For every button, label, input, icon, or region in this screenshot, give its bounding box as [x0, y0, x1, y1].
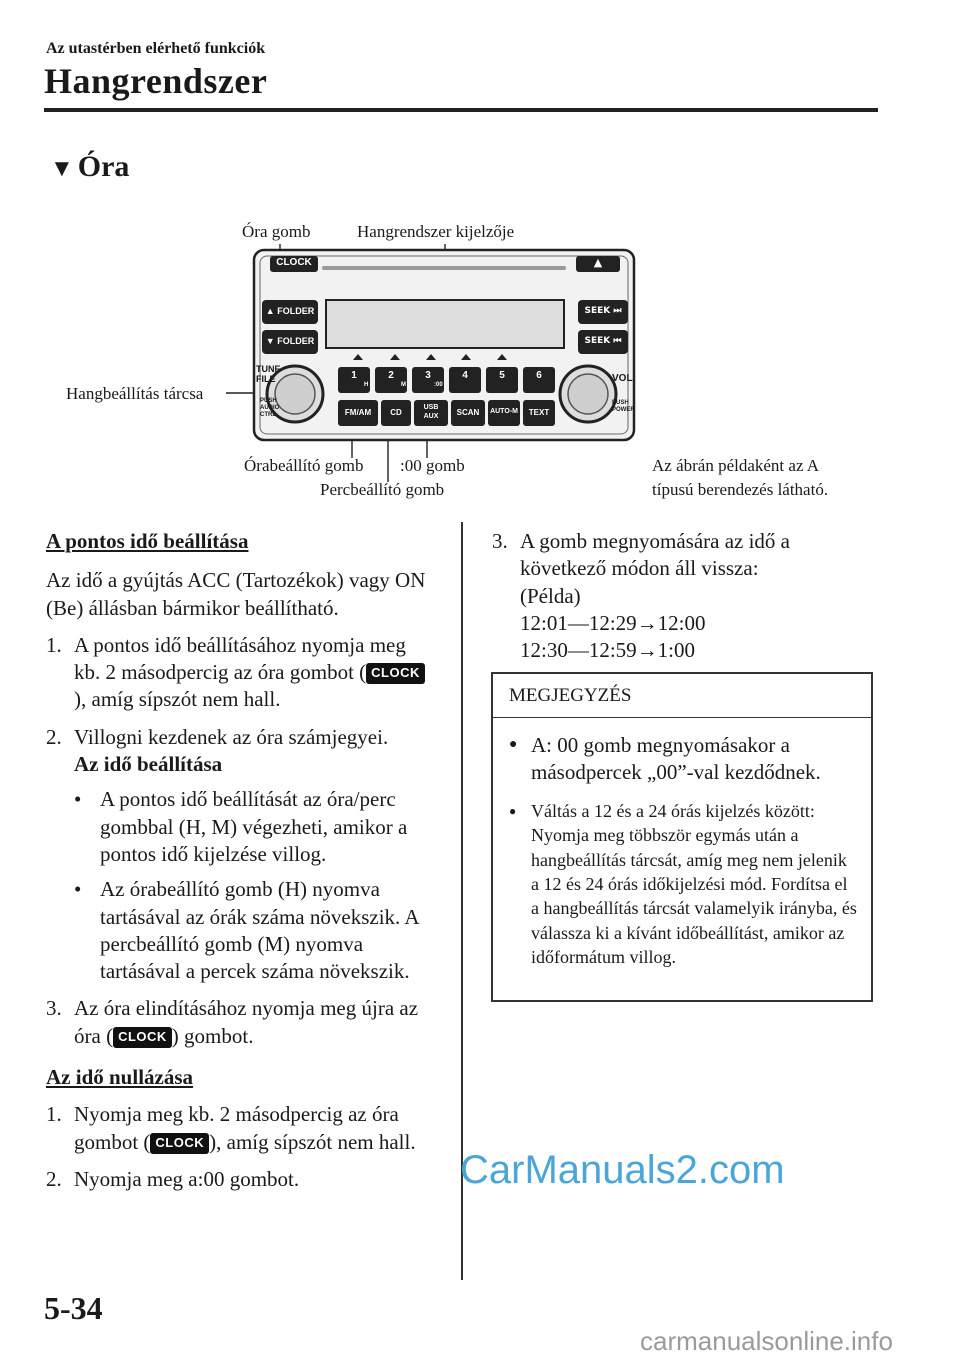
step-text-part: A pontos idő beállításához nyomja meg kb. 2 másodpercig az óra gombot ( — [74, 632, 406, 685]
step-number: 1. — [46, 1102, 62, 1127]
step-text-part: A gomb megnyomására az idő a következő módon áll vissza: — [520, 529, 791, 581]
callout-clock-button: Óra gomb — [242, 222, 311, 241]
heading-set-time: A pontos idő beállítása — [46, 529, 249, 553]
bullet-icon: • — [74, 787, 82, 812]
section-title: Óra — [77, 150, 130, 183]
note-item — [493, 799, 871, 970]
note-text: A: 00 gomb megnyomásakor a másodpercek „00”-val kezdődnek. — [531, 733, 821, 785]
step-text-part: ) gombot. — [171, 1023, 254, 1048]
step-number: 3. — [492, 529, 508, 553]
watermark: CarManuals2.com — [460, 1148, 785, 1192]
clock-button: CLOCK — [276, 257, 312, 268]
step-number: 2. — [46, 724, 62, 749]
bullet-item — [46, 786, 436, 868]
preset-2-button: 2 — [388, 370, 394, 381]
reset-step-2 — [46, 1166, 436, 1193]
callout-zero-button: :00 gomb — [400, 456, 465, 475]
push-power-label: PUSH POWER — [612, 400, 635, 413]
subheading-set-time: Az idő beállítása — [74, 752, 223, 777]
left-column — [46, 528, 436, 1193]
tune-file-label: TUNE FILE — [256, 364, 281, 384]
preset-hour-mark: H — [364, 382, 369, 388]
step-text — [74, 1101, 436, 1156]
step-text — [74, 995, 436, 1050]
clock-key-icon: CLOCK — [366, 663, 425, 684]
section-kicker: Az utastérben elérhető funkciók — [46, 40, 266, 57]
bullet-item — [46, 876, 436, 985]
preset-6-button: 6 — [536, 370, 542, 381]
push-audio-label: PUSH AUDIO CTRL — [260, 398, 280, 418]
example-line-1: 12:01—12:29→12:00 — [520, 610, 706, 635]
heading-reset-time: Az idő nullázása — [46, 1065, 194, 1090]
step-number: 1. — [46, 632, 62, 657]
step-text-part: ), amíg sípszót nem hall. — [74, 687, 281, 712]
note-text: Váltás a 12 és a 24 órás kijelzés között: Nyomja meg többször egymás után a hangbeállítás tárcsát, amíg meg nem jelenik a 12 és 24 órás időkijelzési mód. Fordítsa el a hangbeállítás tárcsát valamelyik irányba, és válassza ki a kívánt időbeállítást, amikor az időformátum villog. — [531, 800, 857, 968]
page-number: 5-34 — [44, 1290, 103, 1326]
step-text-part: Az óra elindításához nyomja meg újra az óra ( — [74, 996, 419, 1048]
auto-m-button: AUTO-M — [490, 408, 518, 415]
example-label: (Példa) — [520, 583, 581, 608]
callout-display: Hangrendszer kijelzője — [357, 222, 515, 241]
bullet-text: A pontos idő beállítását az óra/perc gombbal (H, M) végezheti, amikor a pontos idő kijelzése villog. — [100, 787, 408, 866]
scan-button: SCAN — [456, 408, 480, 417]
audio-unit-drawing — [0, 0, 960, 510]
step-3-reset — [492, 528, 872, 664]
preset-3-button: 3 — [425, 370, 431, 381]
preset-zero-mark: :00 — [434, 382, 443, 388]
cd-button: CD — [390, 408, 402, 417]
callout-minute-button: Percbeállító gomb — [320, 480, 445, 499]
preset-minute-mark: M — [401, 382, 406, 388]
seek-back-button: SEEK ⏮ — [584, 336, 622, 346]
section-marker-icon: ▼ — [50, 156, 74, 182]
bullet-text: Az órabeállító gomb (H) nyomva tartásával az órák száma növekszik. A percbeállító gomb (M) nyomva tartásával a percek száma növekszik. — [100, 877, 419, 984]
bullet-icon: ● — [509, 737, 518, 752]
fm-am-button: FM/AM — [344, 408, 372, 417]
bullet-icon: ● — [509, 803, 517, 818]
preset-1-button: 1 — [351, 370, 357, 381]
step-text — [74, 724, 388, 779]
text-button: TEXT — [528, 408, 550, 417]
step-1 — [46, 632, 436, 714]
figure-caption-line1: Az ábrán példaként az A — [652, 456, 820, 475]
seek-forward-button: SEEK ⏭ — [584, 306, 622, 316]
note-item — [493, 732, 871, 787]
callout-hour-button: Órabeállító gomb — [244, 456, 364, 475]
preset-5-button: 5 — [499, 370, 505, 381]
figure-caption-line2: típusú berendezés látható. — [652, 480, 829, 499]
step-text — [74, 632, 436, 714]
step-text — [520, 528, 872, 664]
step-text-part: ), amíg sípszót nem hall. — [209, 1129, 416, 1154]
step-text: Nyomja meg a:00 gombot. — [74, 1166, 300, 1191]
clock-key-icon: CLOCK — [150, 1133, 209, 1154]
clock-key-icon: CLOCK — [113, 1027, 172, 1048]
watermark-footer: carmanualsonline.info — [640, 1326, 893, 1356]
bullet-icon: • — [74, 877, 82, 902]
vol-label: VOL — [612, 373, 633, 384]
right-column — [492, 528, 872, 664]
page-title: Hangrendszer — [44, 61, 268, 101]
audio-unit-figure — [0, 0, 960, 510]
folder-up-button: ▲ FOLDER — [265, 306, 315, 316]
step-number: 2. — [46, 1166, 62, 1191]
step-2 — [46, 724, 436, 779]
note-title: MEGJEGYZÉS — [493, 674, 871, 718]
callout-audio-dial: Hangbeállítás tárcsa — [66, 384, 204, 403]
reset-step-1 — [46, 1101, 436, 1156]
step-3 — [46, 995, 436, 1050]
example-line-2: 12:30—12:59→1:00 — [520, 638, 696, 663]
step-text-part: Villogni kezdenek az óra számjegyei. — [74, 724, 389, 749]
note-box — [491, 672, 873, 1002]
folder-down-button: ▼ FOLDER — [265, 336, 315, 346]
intro-paragraph: Az idő a gyújtás ACC (Tartozékok) vagy ON (Be) állásban bármikor beállítható. — [46, 568, 426, 620]
usb-aux-button: USB AUX — [423, 404, 439, 420]
eject-icon: ▲ — [593, 256, 603, 269]
preset-4-button: 4 — [462, 370, 468, 381]
step-text-part: Nyomja meg kb. 2 másodpercig az óra gombot ( — [74, 1102, 399, 1154]
step-number: 3. — [46, 996, 62, 1021]
